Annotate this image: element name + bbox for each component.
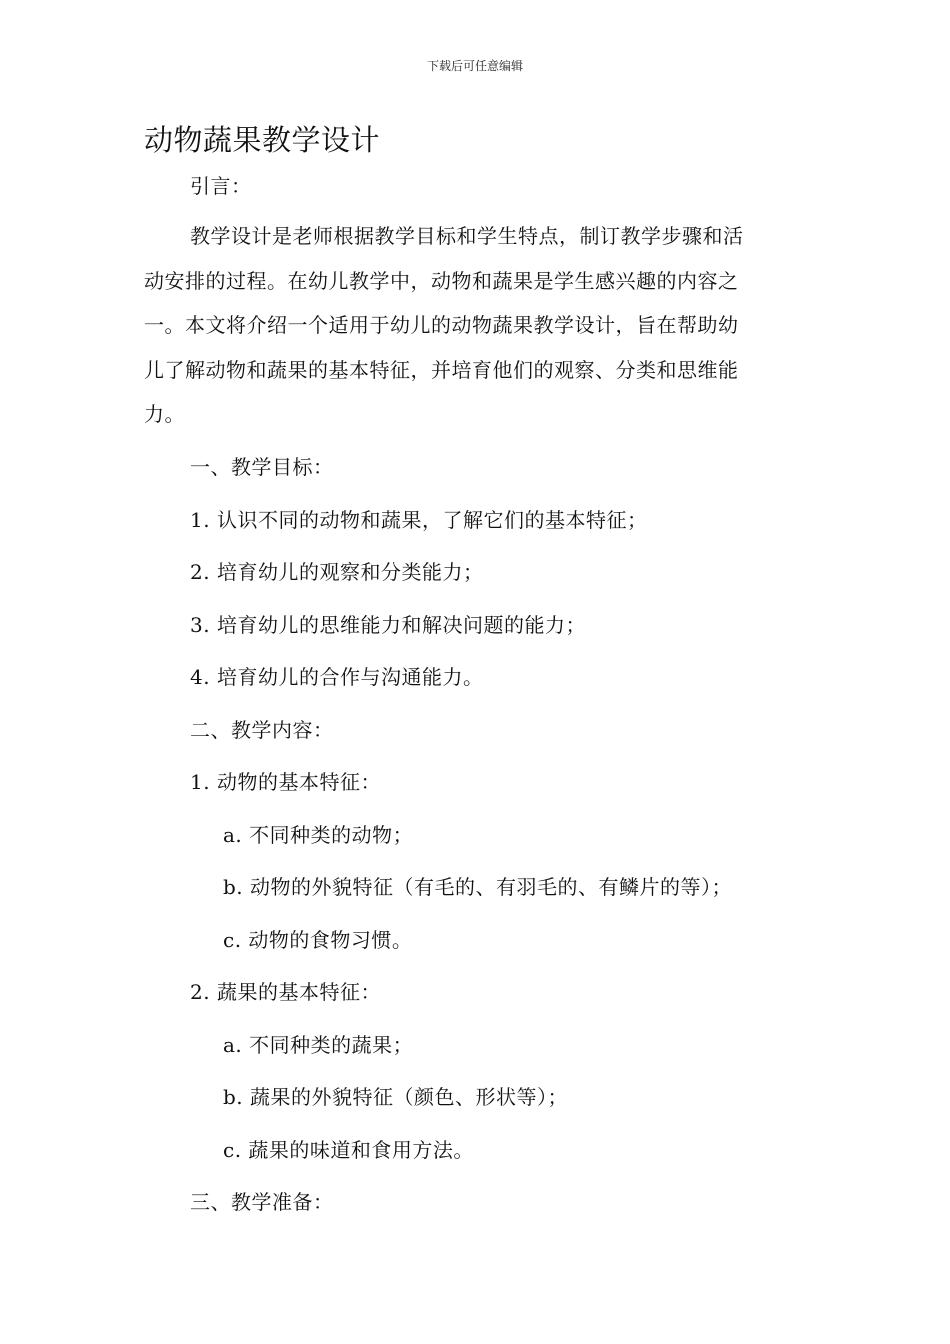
intro-line-4: 儿了解动物和蔬果的基本特征，并培育他们的观察、分类和思维能	[144, 357, 739, 382]
fruit-features-label: 2. 蔬果的基本特征：	[190, 980, 381, 1004]
intro-paragraph	[144, 214, 794, 437]
fruit-sub-b: b. 蔬果的外貌特征（颜色、形状等）；	[223, 1085, 569, 1109]
animal-sub-c: c. 动物的食物习惯。	[223, 928, 413, 952]
animal-sub-b: b. 动物的外貌特征（有毛的、有羽毛的、有鳞片的等）；	[223, 875, 733, 899]
section-3-heading: 三、教学准备：	[190, 1190, 334, 1214]
goal-item-4: 4. 培育幼儿的合作与沟通能力。	[190, 665, 484, 689]
intro-line-3: 一。本文将介绍一个适用于幼儿的动物蔬果教学设计，旨在帮助幼	[144, 313, 739, 337]
intro-line-2: 动安排的过程。在幼儿教学中，动物和蔬果是学生感兴趣的内容之	[144, 268, 739, 293]
goal-item-3: 3. 培育幼儿的思维能力和解决问题的能力；	[190, 613, 586, 637]
animal-features-label: 1. 动物的基本特征：	[190, 770, 381, 794]
goal-item-2: 2. 培育幼儿的观察和分类能力；	[190, 560, 484, 584]
fruit-sub-a: a. 不同种类的蔬果；	[223, 1033, 414, 1057]
goal-item-1: 1. 认识不同的动物和蔬果，了解它们的基本特征；	[190, 508, 648, 532]
fruit-sub-c: c. 蔬果的味道和食用方法。	[223, 1138, 474, 1162]
section-2-heading: 二、教学内容：	[190, 718, 334, 742]
intro-line-1: 教学设计是老师根据教学目标和学生特点，制订教学步骤和活	[190, 224, 744, 248]
intro-line-5: 力。	[144, 402, 185, 426]
intro-heading: 引言：	[190, 174, 252, 198]
animal-sub-a: a. 不同种类的动物；	[223, 823, 414, 847]
document-title: 动物蔬果教学设计	[144, 123, 381, 157]
section-1-heading: 一、教学目标：	[190, 455, 334, 479]
header-note: 下载后可任意编辑	[426, 59, 523, 73]
